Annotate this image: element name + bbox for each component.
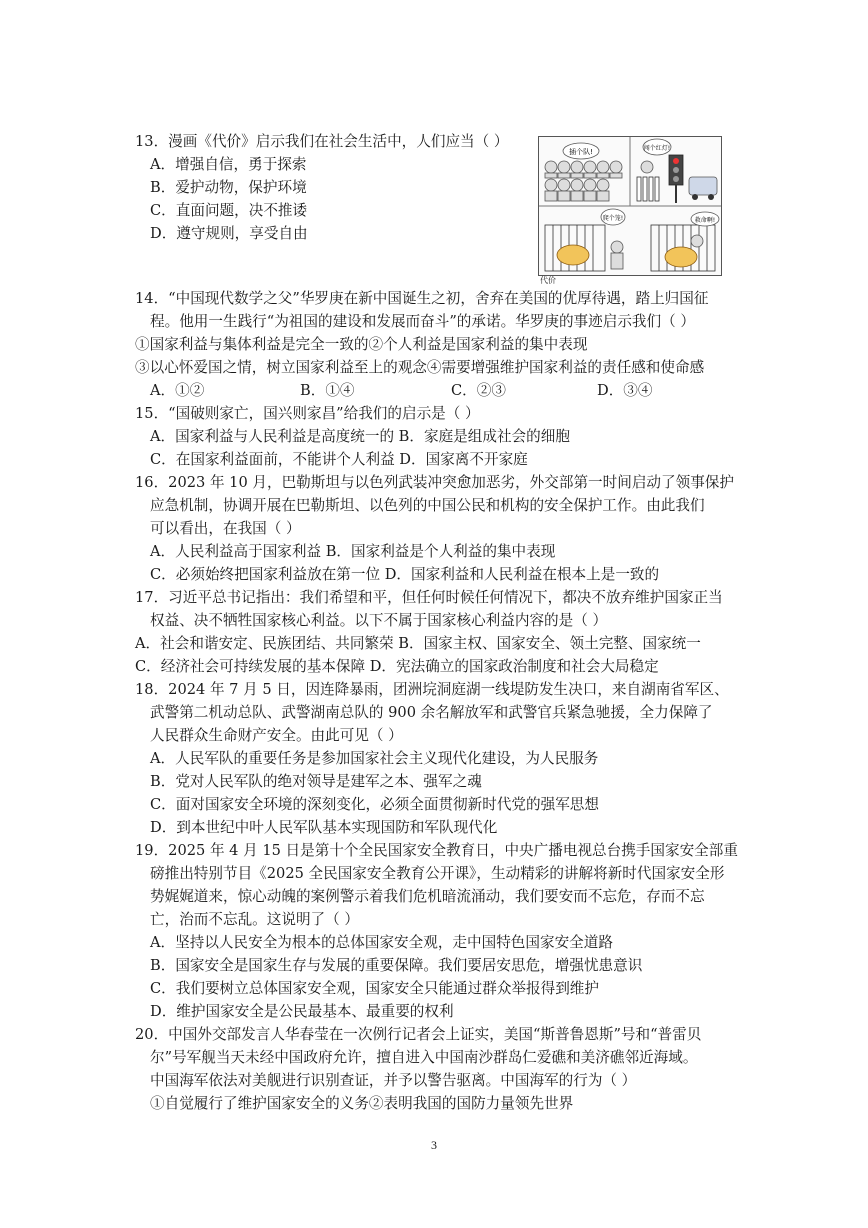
text-line: A．国家利益与人民利益是高度统一的 B．家庭是组成社会的细胞 — [150, 428, 570, 445]
text-line: A．①② — [150, 382, 205, 399]
text-line: 19．2025 年 4 月 15 日是第十个全民国家安全教育日，中央广播电视总台携手国家安全部重 — [135, 842, 738, 859]
text-line: D．遵守规则，享受自由 — [150, 225, 308, 242]
text-line: C．直面问题，决不推诿 — [150, 202, 308, 219]
comic-bubble-3: 爬个笼! — [602, 215, 624, 222]
text-line: 18．2024 年 7 月 5 日，因连降暴雨，团洲垸洞庭湖一线堤防发生决口，来自湖南省军区、 — [135, 681, 729, 698]
text-line: D．到本世纪中叶人民军队基本实现国防和军队现代化 — [150, 819, 498, 836]
text-line: 亡，治而不忘乱。这说明了（ ） — [150, 911, 359, 928]
text-line: 16．2023 年 10 月，巴勒斯坦与以色列武装冲突愈加恶劣，外交部第一时间启动了领事保护 — [135, 474, 734, 491]
text-line: C．经济社会可持续发展的基本保障 D．宪法确立的国家政治制度和社会大局稳定 — [135, 658, 659, 675]
text-line: 可以看出，在我国（ ） — [150, 520, 301, 537]
text-line: B．国家安全是国家生存与发展的重要保障。我们要居安思危，增强忧患意识 — [150, 957, 643, 974]
text-line: 权益、决不牺牲国家核心利益。以下不属于国家核心利益内容的是（ ） — [150, 612, 608, 629]
text-line: A．社会和谐安定、民族团结、共同繁荣 B．国家主权、国家安全、领土完整、国家统一 — [135, 635, 701, 652]
text-line: A．人民利益高于国家利益 B．国家利益是个人利益的集中表现 — [150, 543, 556, 560]
text-line: B．党对人民军队的绝对领导是建军之本、强军之魂 — [150, 773, 482, 790]
text-line: 磅推出特别节目《2025 全民国家安全教育公开课》，生动精彩的讲解将新时代国家安全形 — [150, 865, 725, 882]
text-line: C．我们要树立总体国家安全观，国家安全只能通过群众举报得到维护 — [150, 980, 599, 997]
text-line: A．坚持以人民安全为根本的总体国家安全观，走中国特色国家安全道路 — [150, 934, 613, 951]
text-line: A．人民军队的重要任务是参加国家社会主义现代化建设，为人民服务 — [150, 750, 599, 767]
text-line: D．③④ — [597, 382, 653, 399]
text-line: 人民群众生命财产安全。由此可见（ ） — [150, 727, 403, 744]
text-line: ①国家利益与集体利益是完全一致的②个人利益是国家利益的集中表现 — [135, 336, 588, 353]
page-number: 3 — [431, 1138, 437, 1152]
text-line: C．面对国家安全环境的深刻变化，必须全面贯彻新时代党的强军思想 — [150, 796, 599, 813]
text-line: ③以心怀爱国之情，树立国家利益至上的观念④需要增强维护国家利益的责任感和使命感 — [135, 359, 705, 376]
text-line: C．在国家利益面前，不能讲个人利益 D．国家离不开家庭 — [150, 451, 528, 468]
text-line: 15．“国破则家亡，国兴则家昌”给我们的启示是（ ） — [135, 405, 480, 422]
text-line: C．必须始终把国家利益放在第一位 D．国家利益和人民利益在根本上是一致的 — [150, 566, 660, 583]
text-line: B．①④ — [300, 382, 355, 399]
text-line: D．维护国家安全是公民最基本、最重要的权利 — [150, 1003, 454, 1020]
text-line: 势娓娓道来，惊心动魄的案例警示着我们危机暗流涌动，我们要安而不忘危，存而不忘 — [150, 888, 705, 905]
text-line: A．增强自信，勇于探索 — [150, 156, 307, 173]
comic-bubble-4: 救命啊! — [694, 217, 716, 224]
text-line: 13．漫画《代价》启示我们在社会生活中，人们应当（ ） — [135, 133, 509, 150]
comic-illustration — [538, 136, 722, 276]
text-line: ①自觉履行了维护国家安全的义务②表明我国的国防力量领先世界 — [150, 1095, 574, 1112]
text-line: 程。他用一生践行“为祖国的建设和发展而奋斗”的承诺。华罗庚的事迹启示我们（ ） — [150, 313, 695, 330]
text-line: 应急机制，协调开展在巴勒斯坦、以色列的中国公民和机构的安全保护工作。由此我们 — [150, 497, 705, 514]
text-line: 20．中国外交部发言人华春莹在一次例行记者会上证实，美国“斯普鲁恩斯”号和“普雷贝 — [135, 1026, 702, 1043]
comic-bubble-2: 闯个红灯! — [643, 145, 671, 152]
text-line: C．②③ — [451, 382, 506, 399]
text-line: 17．习近平总书记指出：我们希望和平，但任何时候任何情况下，都决不放弃维护国家正当 — [135, 589, 723, 606]
text-line: 中国海军依法对美舰进行识别查证，并予以警告驱离。中国海军的行为（ ） — [150, 1072, 637, 1089]
text-line: 武警第二机动总队、武警湖南总队的 900 余名解放军和武警官兵紧急驰援，全力保障了 — [150, 704, 713, 721]
comic-caption: 代价 — [540, 276, 556, 285]
text-line: 尔”号军舰当天未经中国政府允许，擅自进入中国南沙群岛仁爱礁和美济礁邻近海域。 — [150, 1049, 698, 1066]
comic-bubble-1: 插个队! — [569, 148, 593, 156]
text-line: B．爱护动物，保护环境 — [150, 179, 307, 196]
text-line: 14．“中国现代数学之父”华罗庚在新中国诞生之初，舍弃在美国的优厚待遇，踏上归国征 — [135, 290, 709, 307]
